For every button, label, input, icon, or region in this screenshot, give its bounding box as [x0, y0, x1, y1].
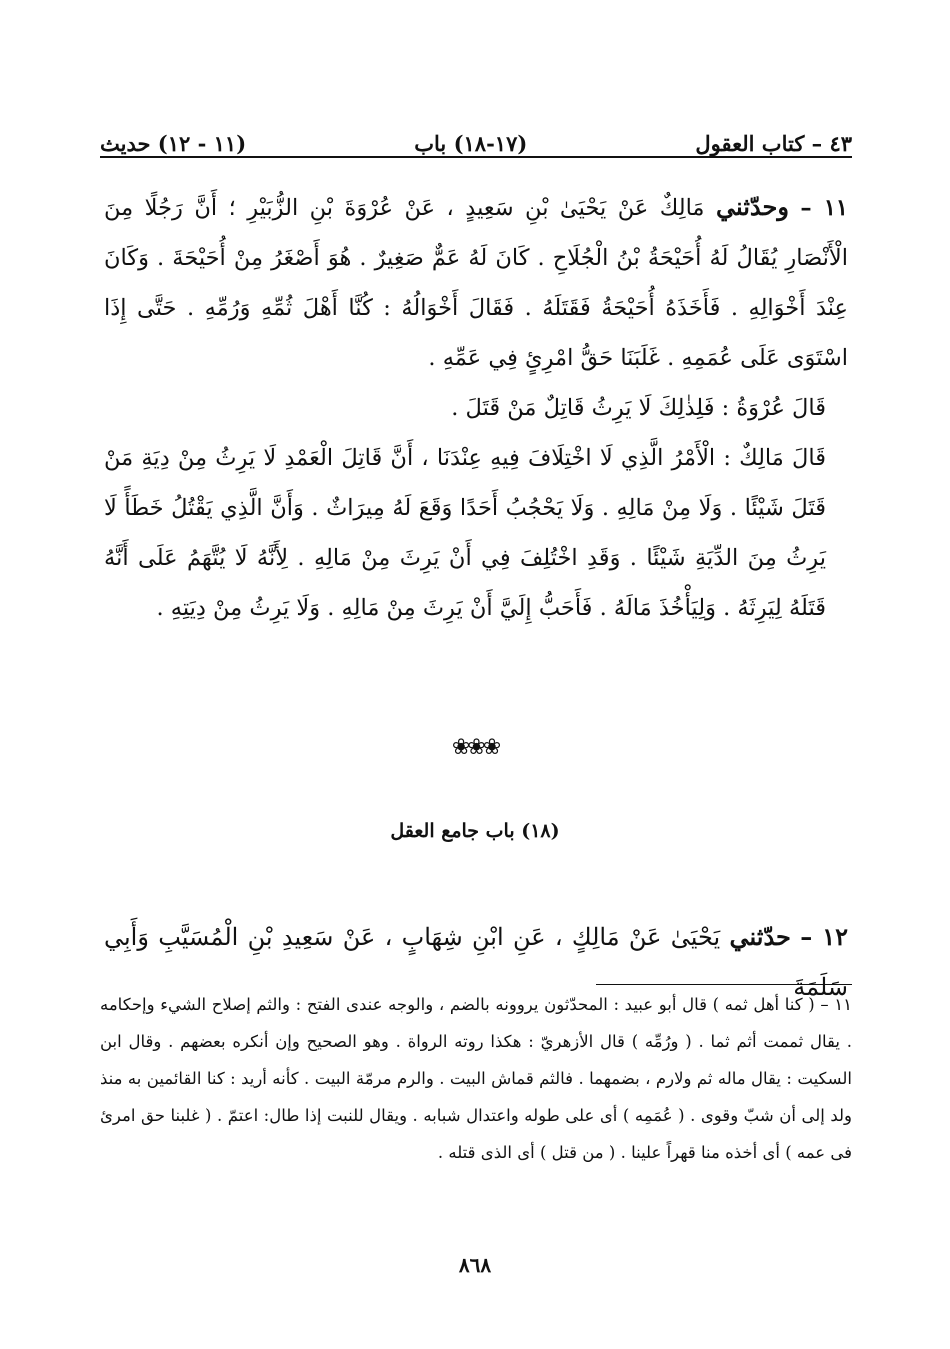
hadith-12-number: ١٢ –: [800, 922, 848, 951]
running-header: [100, 118, 852, 156]
hadith-11-lead: وحدّثني: [715, 192, 789, 221]
footnote-rule: [596, 984, 852, 985]
footnote: ١١ – ( كنا أهل ثمه ) قال أبو عبيد : المحدّثون يروونه بالضم ، والوجه عندى الفتح : والثم إصلاح الشيء وإحكامه . يقال ثممت أثم ثما . ( ورُمِّه ) قال الأزهريّ : هكذا روته الرواة . وهو الصحيح وإن أنكره بعضهم . وقال ابن السكيت : يقال ماله ثم ولارم ، بضمهما . فالثم قماش البيت . والرم مرمّة البيت . كأنه أريد : كنا القائمين به منذ ولد إلى أن شبّ وقوى . ( عُمَمِه ) أى على طوله واعتدال شبابه . ويقال للنبت إذا طال: اعتمّ . ( غلبنا حق امرئ فى عمه ) أى أخذه منا قهراً علينا . ( من قتل ) أى الذى قتله .: [100, 995, 852, 1162]
hadith-11-paragraph: [104, 182, 848, 383]
hadith-11-text: مَالِكٌ عَنْ يَحْيَىٰ بْنِ سَعِيدٍ ، عَنْ عُرْوَةَ بْنِ الزُّبَيْرِ ؛ أَنَّ رَجُلًا مِنَ الْأَنْصَارِ يُقَالُ لَهُ أُحَيْحَةُ بْنُ الْجُلَاحِ . كَانَ لَهُ عَمٌّ صَغِيرٌ . هُوَ أَصْغَرُ مِنْ أُحَيْحَةَ . وَكَانَ عِنْدَ أَخْوَالِهِ . فَأَخَذَهُ أُحَيْحَةُ فَقَتَلَهُ . فَقَالَ أَخْوَالُهُ : كُنَّا أَهْلَ ثُمِّهِ وَرُمِّهِ . حَتَّى إِذَا اسْتَوَى عَلَى عُمَمِهِ . غَلَبَنَا حَقُّ امْرِئٍ فِي عَمِّهِ .: [104, 195, 848, 371]
section-ornament: ❀❀❀: [451, 735, 499, 760]
hadith-12-lead: حدّثني: [729, 922, 791, 951]
header-hadith-range: (١١ - ١٢) حديث: [100, 131, 247, 156]
hadith-12-text: يَحْيَىٰ عَنْ مَالِكٍ ، عَنِ ابْنِ شِهَابٍ ، عَنْ سَعِيدِ بْنِ الْمُسَيَّبِ وَأَبِي سَلَمَةَ: [104, 923, 848, 1001]
hadith-11-number: ١١ –: [800, 195, 849, 221]
malik-statement: قَالَ مَالِكٌ : الْأَمْرُ الَّذِي لَا اخْتِلَافَ فِيهِ عِنْدَنَا ، أَنَّ قَاتِلَ الْعَمْدِ لَا يَرِثُ مِنْ دِيَةِ مَنْ قَتَلَ شَيْئًا . وَلَا مِنْ مَالِهِ . وَلَا يَحْجُبُ أَحَدًا وَقَعَ لَهُ مِيرَاثٌ . وَأَنَّ الَّذِي يَقْتُلُ خَطَأً لَا يَرِثُ مِنَ الدِّيَةِ شَيْئًا . وَقَدِ اخْتُلِفَ فِي أَنْ يَرِثَ مِنْ مَالِهِ . لِأَنَّهُ لَا يُتَّهَمُ عَلَى أَنَّهُ قَتَلَهُ لِيَرِثَهُ . وَلِيَأْخُذَ مَالَهُ . فَأَحَبُّ إِلَيَّ أَنْ يَرِثَ مِنْ مَالِهِ . وَلَا يَرِثُ مِنْ دِيَتِهِ .: [104, 445, 826, 621]
header-chapter-range: (١٧-١٨) باب: [414, 131, 528, 156]
page-number: ٨٦٨: [458, 1253, 492, 1277]
header-rule: [100, 156, 852, 158]
header-book-title: ٤٣ – كتاب العقول: [695, 131, 852, 156]
urwa-statement: قَالَ عُرْوَةُ : فَلِذٰلِكَ لَا يَرِثُ قَاتِلٌ مَنْ قَتَلَ .: [451, 395, 826, 421]
chapter-title: (١٨) باب جامع العقل: [390, 820, 560, 842]
main-text: [104, 182, 848, 633]
